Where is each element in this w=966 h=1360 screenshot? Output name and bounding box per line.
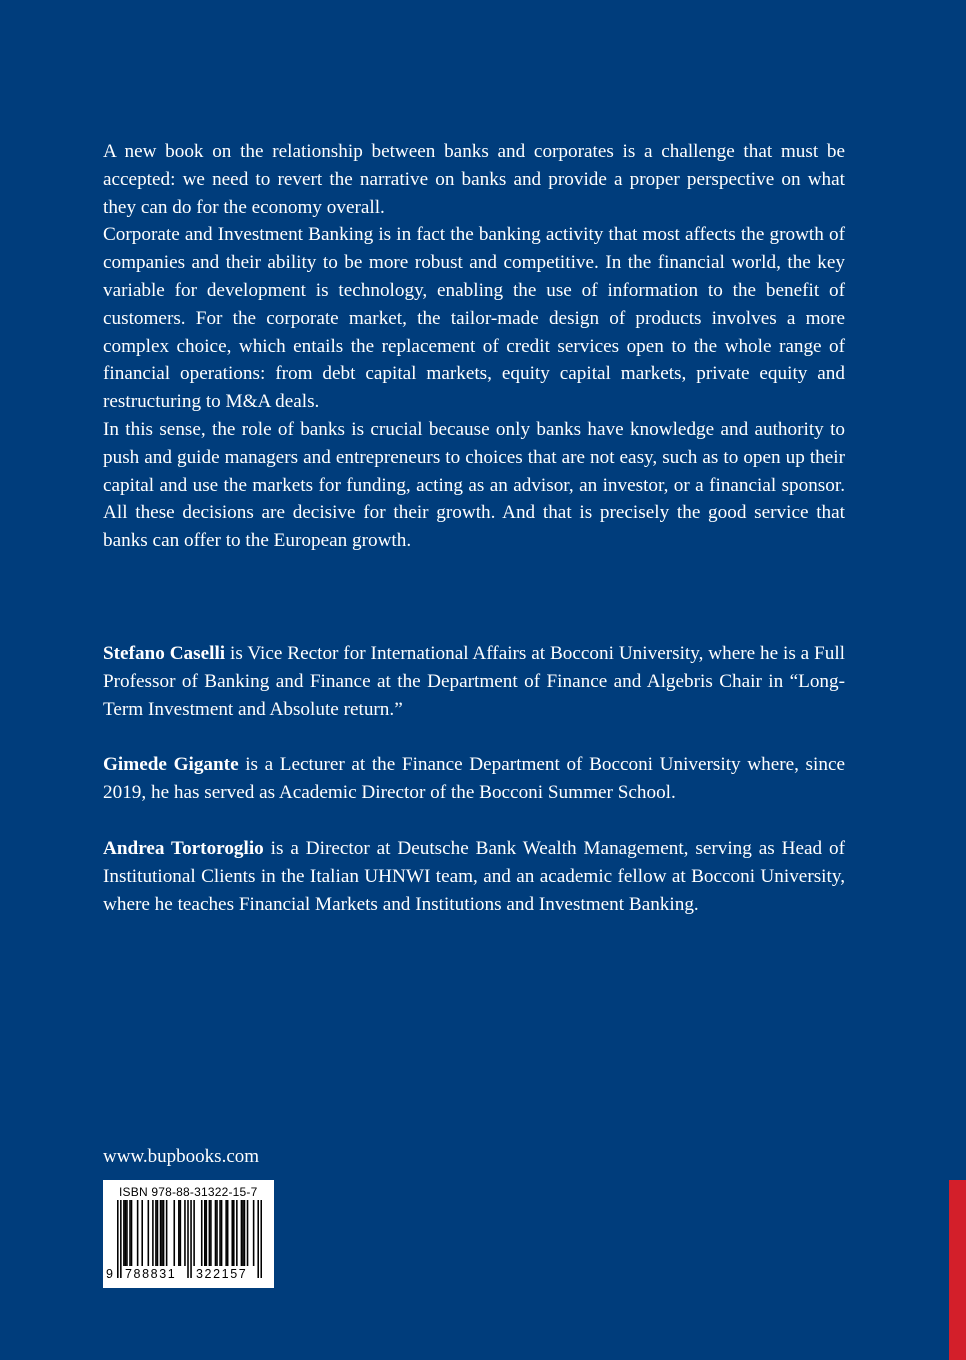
barcode-bar bbox=[184, 1200, 186, 1266]
barcode-bar bbox=[201, 1200, 203, 1266]
barcode-bar bbox=[163, 1200, 165, 1266]
barcode-bar bbox=[180, 1200, 182, 1266]
author-bio-text: is a Director at Deutsche Bank Wealth Management, serving as Head of Institutional Clients in the Italian UHNWI team, and an academic fellow at Bocconi University, where he teaches Financial Markets and Institutions and Investment Banking. bbox=[103, 837, 845, 915]
barcode-bar bbox=[216, 1200, 218, 1266]
author-bio-text: is Vice Rector for International Affairs at Bocconi University, where he is a Full Professor of Banking and Finance at the Department of Finance and Algebris Chair in “Long-Term Investment and Absolute return.” bbox=[103, 643, 845, 720]
barcode-bar bbox=[125, 1200, 127, 1266]
barcode-guard-bar bbox=[257, 1200, 259, 1278]
blurb-paragraph-1: A new book on the relationship between banks and corporates is a challenge that must be accepted: we need to revert the narrative on banks and provide a proper perspective on what they can do for the economy overall. bbox=[103, 141, 845, 218]
barcode-bar bbox=[126, 1200, 128, 1266]
isbn-barcode bbox=[103, 1180, 274, 1288]
barcode-bar bbox=[206, 1200, 208, 1266]
barcode-bar bbox=[227, 1200, 229, 1266]
barcode-bar bbox=[178, 1200, 180, 1266]
barcode-bar bbox=[244, 1200, 246, 1266]
author-bio-tortoroglio bbox=[103, 835, 845, 918]
barcode-bar bbox=[166, 1200, 168, 1266]
barcode-bar bbox=[215, 1200, 217, 1266]
barcode-bar bbox=[129, 1200, 131, 1266]
barcode-guard-bar bbox=[190, 1200, 192, 1278]
author-bio-caselli bbox=[103, 640, 845, 723]
barcode-bar bbox=[141, 1200, 143, 1266]
author-bio-gigante bbox=[103, 751, 845, 807]
blurb-paragraph-2: Corporate and Investment Banking is in fact the banking activity that most affects the growth of companies and their ability to be more robust and competitive. In the financial world, the key variable for development is technology, enabling the use of information to the benefit of customers. For the corporate market, the tailor-made design of products involves a more complex choice, which entails the replacement of credit services open to the whole range of financial operations: from debt capital markets, equity capital markets, private equity and restructuring to M&A deals. bbox=[103, 224, 845, 413]
barcode-bar bbox=[152, 1200, 154, 1266]
author-name: Gimede Gigante bbox=[103, 754, 239, 776]
barcode-bar bbox=[148, 1200, 150, 1266]
barcode-bar bbox=[137, 1200, 139, 1266]
barcode-bar bbox=[231, 1200, 233, 1266]
barcode-digit-first: 9 bbox=[106, 1267, 113, 1281]
author-name: Stefano Caselli bbox=[103, 643, 226, 664]
barcode-bar bbox=[236, 1200, 238, 1266]
isbn-label: ISBN 978-88-31322-15-7 bbox=[119, 1185, 258, 1199]
barcode-bar bbox=[225, 1200, 227, 1266]
barcode-digits-left: 788831 bbox=[125, 1267, 177, 1281]
barcode-guard-bar bbox=[117, 1200, 119, 1278]
barcode-bar bbox=[247, 1200, 249, 1266]
barcode-bar bbox=[242, 1200, 244, 1266]
barcode-bar bbox=[157, 1200, 159, 1266]
publisher-website: www.bupbooks.com bbox=[103, 1146, 260, 1167]
barcode-bar bbox=[173, 1200, 175, 1266]
barcode-bar bbox=[241, 1200, 243, 1266]
author-bios bbox=[103, 640, 845, 946]
barcode-bar bbox=[210, 1200, 212, 1266]
barcode-digits-right: 322157 bbox=[196, 1267, 248, 1281]
barcode-bar bbox=[131, 1200, 133, 1266]
barcode-bar bbox=[161, 1200, 163, 1266]
barcode-bar bbox=[193, 1200, 195, 1266]
barcode-bar bbox=[219, 1200, 221, 1266]
barcode-bar bbox=[221, 1200, 223, 1266]
barcode-bar bbox=[209, 1200, 211, 1266]
barcode-bar bbox=[160, 1200, 162, 1266]
barcode-bar bbox=[204, 1200, 206, 1266]
barcode-guard-bar bbox=[187, 1200, 189, 1278]
barcode-bar bbox=[155, 1200, 157, 1266]
barcode-guard-bar bbox=[120, 1200, 122, 1278]
author-name: Andrea Tortoroglio bbox=[103, 837, 264, 859]
back-cover-blurb bbox=[103, 138, 845, 555]
blurb-paragraph-3: In this sense, the role of banks is crucial because only banks have knowledge and authority to push and guide managers and entrepreneurs to choices that are not easy, such as to open up their capital and use the markets for funding, acting as an advisor, an investor, or a financial sponsor. All these decisions are decisive for their growth. And that is precisely the good service that banks can offer to the European growth. bbox=[103, 418, 845, 552]
barcode-bar bbox=[233, 1200, 235, 1266]
red-accent-strip bbox=[949, 1180, 966, 1360]
barcode-bar bbox=[123, 1200, 125, 1266]
author-bio-text: is a Lecturer at the Finance Department of Bocconi University where, since 2019, he has served as Academic Director of the Bocconi Summer School. bbox=[103, 754, 845, 804]
barcode-guard-bar bbox=[260, 1200, 262, 1278]
barcode-bar bbox=[253, 1200, 255, 1266]
